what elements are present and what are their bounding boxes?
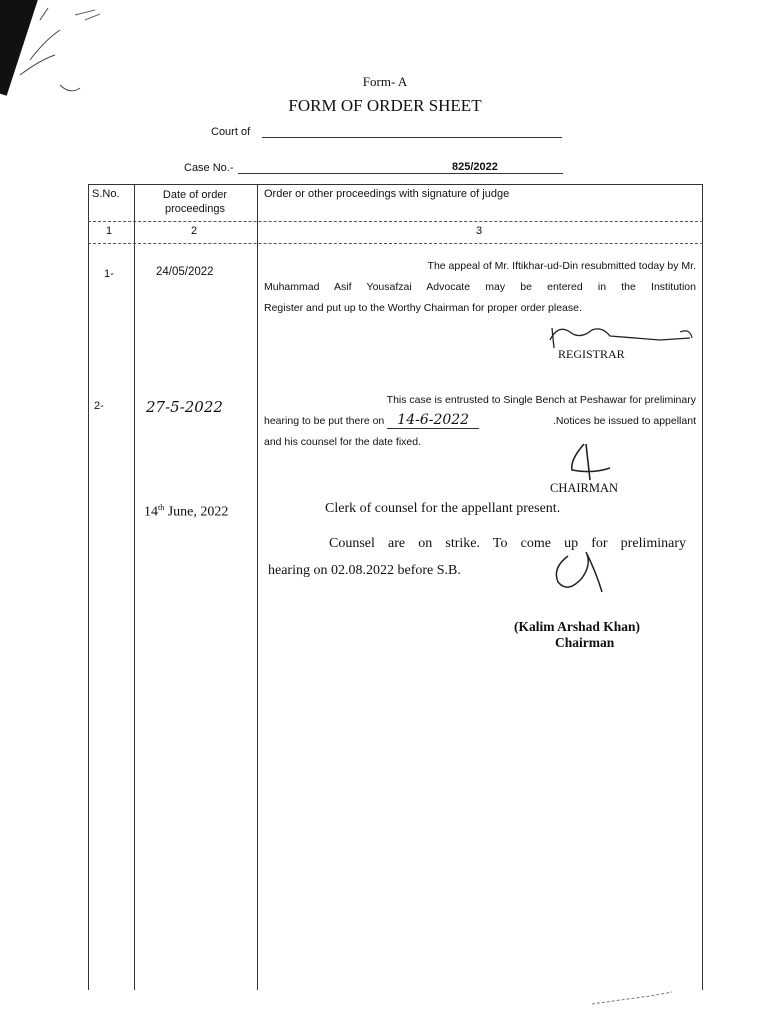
clerk-present-text: Clerk of counsel for the appellant present. [325, 501, 561, 516]
entry-date-handwritten: 27-5-2022 [146, 398, 223, 416]
case-number: 825/2022 [452, 161, 498, 173]
signatory-name: (Kalim Arshad Khan) [514, 619, 641, 634]
header-divider [88, 221, 703, 222]
table-left-border [88, 184, 89, 990]
header-order: Order or other proceedings with signature of judge [264, 188, 510, 200]
table-right-border [702, 184, 703, 990]
entry-date [144, 503, 228, 521]
entry-date: 24/05/2022 [156, 266, 214, 278]
order-line: This case is entrusted to Single Bench at Peshawar for preliminary [386, 394, 696, 406]
entry-sno: 2- [94, 400, 104, 412]
entry-order-text [264, 256, 696, 319]
order-line: Muhammad Asif Yousafzai Advocate may be entered in the Institution [264, 281, 696, 293]
entry-sno: 1- [104, 268, 114, 280]
column-divider-1 [134, 184, 135, 990]
scan-smudge [590, 990, 680, 1010]
registrar-label: REGISTRAR [558, 347, 625, 361]
date-suffix: th [158, 503, 165, 512]
header-sno: S.No. [92, 188, 120, 200]
court-field-line [262, 137, 562, 138]
column-number-1: 1 [106, 225, 113, 237]
form-label: Form- A [362, 74, 408, 89]
table-top-border [88, 184, 703, 185]
court-label: Court of [211, 126, 251, 138]
order-line-hearing [264, 411, 696, 432]
order-line: The appeal of Mr. Iftikhar-ud-Din resubmitted today by Mr. [427, 260, 696, 272]
case-field-line [238, 173, 563, 174]
form-title: FORM OF ORDER SHEET [288, 96, 482, 115]
order-line: Register and put up to the Worthy Chairman for proper order please. [264, 302, 582, 314]
date-rest: June, 2022 [164, 504, 229, 520]
entry-order-text [264, 390, 696, 453]
strike-text: Counsel are on strike. To come up for preliminary [329, 536, 686, 551]
chairman-initials-signature [562, 440, 622, 484]
scan-scribble [0, 0, 120, 140]
column-number-divider [88, 243, 703, 244]
case-label: Case No.- [184, 162, 234, 174]
column-number-2: 2 [191, 225, 198, 237]
notices-text: .Notices be issued to appellant [552, 415, 696, 427]
date-day: 14 [144, 504, 158, 520]
order-line: and his counsel for the date fixed. [264, 436, 422, 448]
hearing-date-text: hearing on 02.08.2022 before S.B. [268, 563, 461, 578]
chairman-signature [548, 548, 608, 602]
column-divider-2 [257, 184, 258, 990]
hearing-date-handwritten: 14-6-2022 [387, 412, 479, 429]
chairman-label: CHAIRMAN [550, 481, 619, 495]
hearing-text: hearing to be put there on [264, 415, 385, 427]
header-date: Date of order proceedings [162, 189, 228, 215]
signatory-title: Chairman [555, 635, 615, 650]
column-number-3: 3 [476, 225, 483, 237]
